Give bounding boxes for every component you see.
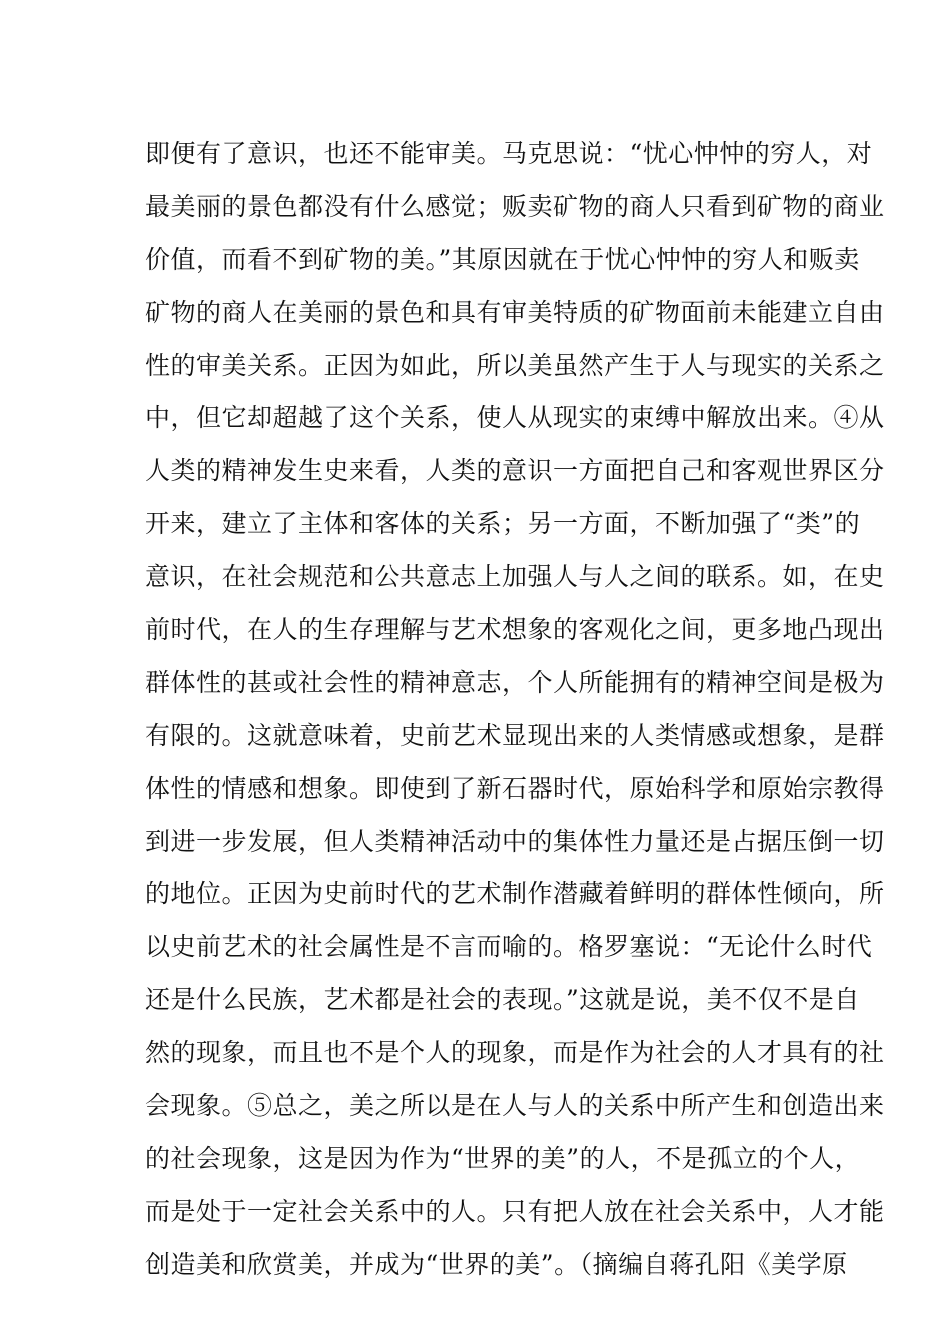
text-line-22: 创造美和欣赏美，并成为“世界的美”。（摘编自蒋孔阳《美学原 <box>145 1249 848 1279</box>
text-line-19: 会现象。⑤总之，美之所以是在人与人的关系中所产生和创造出来 <box>145 1091 885 1121</box>
body-text <box>145 134 885 1298</box>
text-line-11: 群体性的甚或社会性的精神意志，个人所能拥有的精神空间是极为 <box>145 667 885 697</box>
text-line-21: 而是处于一定社会关系中的人。只有把人放在社会关系中，人才能 <box>145 1196 885 1226</box>
text-line-5: 性的审美关系。正因为如此，所以美虽然产生于人与现实的关系之 <box>145 350 885 380</box>
text-line-8: 开来，建立了主体和客体的关系；另一方面，不断加强了“类”的 <box>145 509 861 539</box>
text-line-9: 意识，在社会规范和公共意志上加强人与人之间的联系。如，在史 <box>145 562 885 592</box>
text-line-6: 中，但它却超越了这个关系，使人从现实的束缚中解放出来。④从 <box>145 403 885 433</box>
text-line-1: 即便有了意识，也还不能审美。马克思说：“忧心忡忡的穷人，对 <box>145 139 873 168</box>
text-line-2: 最美丽的景色都没有什么感觉；贩卖矿物的商人只看到矿物的商业 <box>145 191 885 221</box>
text-line-18: 然的现象，而且也不是个人的现象，而是作为社会的人才具有的社 <box>145 1038 885 1068</box>
text-line-4: 矿物的商人在美丽的景色和具有审美特质的矿物面前未能建立自由 <box>145 297 885 327</box>
text-line-14: 到进一步发展，但人类精神活动中的集体性力量还是占据压倒一切 <box>145 826 885 856</box>
text-line-20: 的社会现象，这是因为作为“世界的美”的人，不是孤立的个人， <box>145 1143 861 1173</box>
text-line-7: 人类的精神发生史来看，人类的意识一方面把自己和客观世界区分 <box>145 456 885 486</box>
text-line-3: 价值，而看不到矿物的美。”其原因就在于忧心忡忡的穷人和贩卖 <box>145 244 860 274</box>
text-line-10: 前时代，在人的生存理解与艺术想象的客观化之间，更多地凸现出 <box>145 615 885 645</box>
text-line-15: 的地位。正因为史前时代的艺术制作潜藏着鲜明的群体性倾向，所 <box>145 879 885 909</box>
text-line-16: 以史前艺术的社会属性是不言而喻的。格罗塞说：“无论什么时代 <box>145 932 873 962</box>
text-line-13: 体性的情感和想象。即使到了新石器时代，原始科学和原始宗教得 <box>145 773 885 803</box>
text-line-12: 有限的。这就意味着，史前艺术显现出来的人类情感或想象，是群 <box>145 720 885 750</box>
text-line-17: 还是什么民族，艺术都是社会的表现。”这就是说，美不仅不是自 <box>145 985 860 1015</box>
